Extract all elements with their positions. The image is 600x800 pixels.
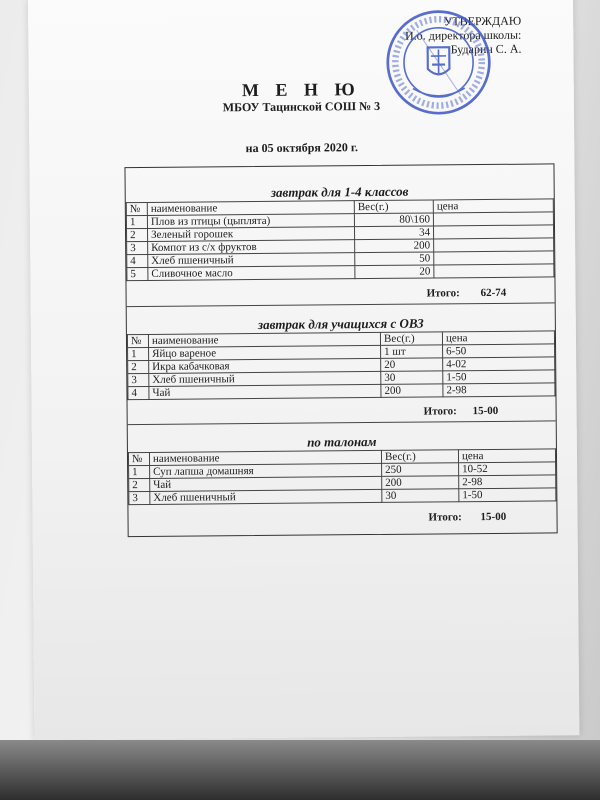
cell-weight: 200	[381, 384, 443, 398]
col-name: наименование	[149, 450, 381, 465]
total-label: Итого:	[423, 405, 457, 418]
col-weight: Вес(г.)	[380, 332, 442, 346]
cell-price: 10-52	[459, 462, 556, 476]
cell-weight: 20	[381, 358, 443, 372]
cell-name: Чай	[150, 476, 382, 491]
cell-name: Компот из с/х фруктов	[148, 240, 355, 255]
divider	[128, 420, 556, 425]
menu-table	[126, 198, 555, 281]
cell-price: 2-98	[443, 383, 555, 397]
approve-name: Бударин С. А.	[450, 41, 522, 57]
cell-price: 4-02	[443, 357, 555, 371]
col-weight: Вес(г.)	[381, 450, 458, 464]
cell-num: 1	[126, 215, 147, 228]
divider	[127, 302, 555, 307]
total-value: 62-74	[480, 286, 507, 300]
col-price: цена	[433, 199, 553, 213]
col-num: №	[128, 452, 149, 465]
school-name: МБОУ Тацинской СОШ № 3	[222, 98, 381, 115]
cell-name: Чай	[149, 384, 381, 399]
col-num: №	[127, 334, 148, 347]
section-title: завтрак для учащихся с ОВЗ	[257, 315, 424, 333]
cell-weight: 200	[355, 239, 434, 253]
cell-num: 4	[128, 386, 149, 399]
menu-table	[127, 330, 556, 400]
cell-name: Икра кабачковая	[149, 358, 381, 373]
cell-num: 1	[128, 347, 149, 360]
page-title: М Е Н Ю	[241, 79, 361, 101]
cell-weight: 50	[355, 252, 434, 266]
cell-num: 5	[127, 267, 148, 280]
cell-name: Хлеб пшеничный	[149, 371, 381, 386]
cell-num: 2	[126, 228, 147, 241]
cell-name: Зеленый горошек	[147, 227, 354, 242]
cell-num: 3	[129, 491, 150, 504]
cell-price: 6-50	[443, 344, 555, 358]
total-label: Итого:	[426, 287, 460, 300]
cell-weight: 1 шт	[381, 345, 443, 359]
col-weight: Вес(г.)	[354, 200, 433, 214]
section-title: завтрак для 1-4 классов	[270, 183, 409, 200]
menu-table	[128, 448, 556, 505]
cell-weight: 30	[382, 489, 459, 503]
cell-num: 3	[128, 373, 149, 386]
cell-price: 1-50	[459, 488, 556, 502]
cell-weight: 34	[354, 226, 433, 240]
cell-name: Хлеб пшеничный	[148, 253, 355, 268]
section-title: по талонам	[307, 433, 377, 450]
cell-name: Суп лапша домашняя	[150, 463, 382, 478]
cell-num: 2	[129, 478, 150, 491]
table-row	[129, 488, 556, 505]
approve-position: И.о. директора школы:	[404, 27, 522, 43]
col-price: цена	[442, 331, 554, 345]
cell-num: 4	[127, 254, 148, 267]
total-value: 15-00	[472, 404, 499, 418]
cell-price: 1-50	[443, 370, 555, 384]
cell-price: 2-98	[459, 475, 556, 489]
col-price: цена	[458, 449, 555, 463]
cell-name: Яйцо вареное	[149, 345, 381, 360]
cell-weight: 80\160	[354, 213, 433, 227]
cell-num: 2	[128, 360, 149, 373]
total-value: 15-00	[480, 510, 507, 524]
cell-price	[434, 251, 554, 265]
cell-name: Плов из птицы (цыплята)	[147, 214, 354, 229]
menu-box	[124, 163, 557, 537]
cell-weight: 250	[382, 463, 459, 477]
cell-name: Сливочное масло	[148, 266, 355, 281]
cell-weight: 200	[382, 476, 459, 490]
cell-num: 3	[127, 241, 148, 254]
cell-price	[434, 264, 554, 278]
menu-date: на 05 октября 2020 г.	[245, 140, 359, 156]
total-label: Итого:	[428, 511, 462, 524]
cell-price	[433, 212, 553, 226]
cell-name: Хлеб пшеничный	[150, 489, 382, 504]
cell-num: 1	[129, 465, 150, 478]
table-surface	[0, 740, 600, 800]
approve-title: УТВЕРЖДАЮ	[443, 13, 522, 29]
cell-price	[434, 238, 554, 252]
cell-price	[433, 225, 553, 239]
col-num: №	[126, 202, 147, 215]
cell-weight: 20	[355, 265, 434, 279]
cell-weight: 30	[381, 371, 443, 385]
col-name: наименование	[147, 201, 354, 216]
col-name: наименование	[148, 332, 380, 347]
document-sheet	[28, 0, 579, 740]
